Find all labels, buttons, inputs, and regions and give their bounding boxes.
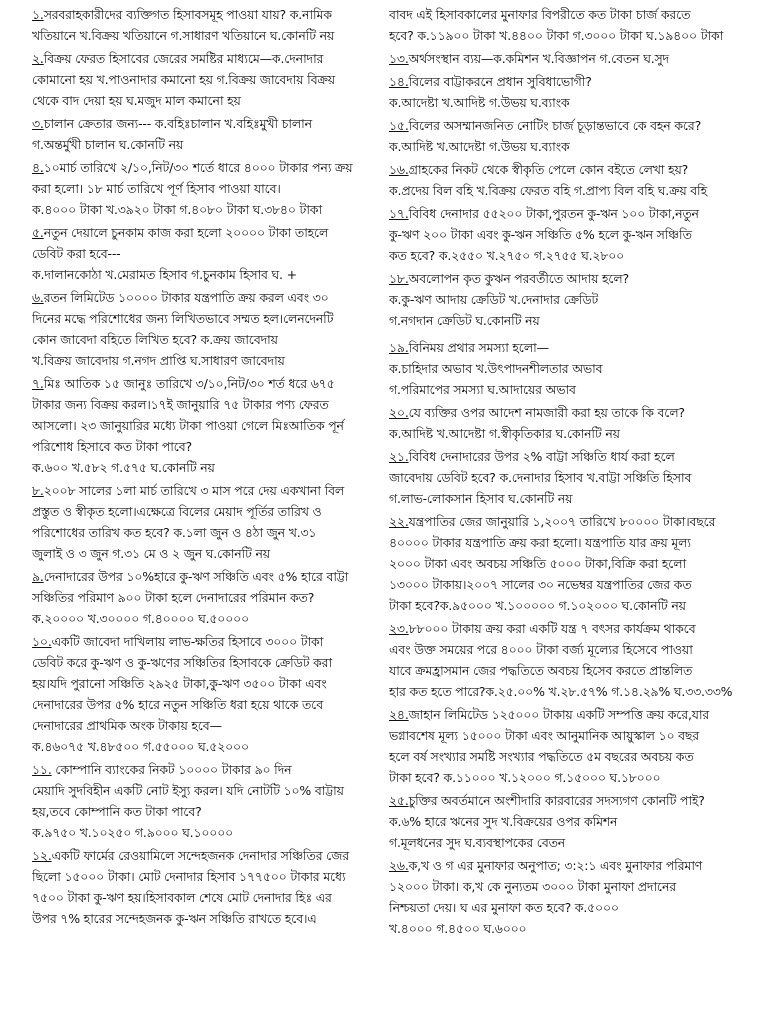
question-line (32, 908, 384, 929)
question-text: আসলো। ২৩ জানুয়ারির মধ্যে টাকা পাওয়া গেলে মিঃআতিক পূর্ন (32, 418, 344, 433)
question-line (389, 876, 757, 897)
question-item (389, 704, 757, 788)
question-line (32, 134, 384, 155)
question-line (389, 423, 757, 444)
question-line (32, 780, 384, 801)
question-number: ১১. (32, 762, 52, 777)
question-line (389, 115, 757, 136)
question-text: বাবদ এই হিসাবকালের মুনাফার বিপরীতে কত টাকা চার্জ করতে (389, 7, 691, 22)
question-line (32, 157, 384, 178)
question-line (389, 790, 757, 811)
question-text: কত হবে? ক.২৫৫০ খ.২৭৫০ গ.২৭৫৫ ঘ.২৮০০ (389, 248, 625, 263)
question-line (389, 532, 757, 553)
question-line (32, 736, 384, 757)
question-text: উপর ৭% হারের সন্দেহজনক কু-ঋন সঞ্চিতি রাখতে হবে।এ (32, 911, 317, 926)
question-text: চুক্তির অবর্তমানে অংশীদারি কারবারের সদস্যগণ কোনটি পাই? (408, 793, 705, 808)
question-number: ১৭. (389, 206, 409, 221)
question-text: গ্রাহকের নিকট থেকে স্বীকৃতি পেলে কোন বইতে লেখা হয়? (408, 162, 689, 177)
question-text: জুলাই ও ৩ জুন গ.৩১ মে ও ২ জুন ঘ.কোনটি নয় (32, 546, 270, 561)
question-item (389, 618, 757, 702)
question-line (389, 402, 757, 423)
question-line (32, 694, 384, 715)
question-item (32, 759, 384, 843)
question-line (389, 379, 757, 400)
question-text: সরবরাহকারীদের ব্যক্তিগত হিসাবসমূহ পাওয়া যায়? ক.নামিক (43, 7, 332, 22)
question-line (389, 136, 757, 157)
question-number: ২. (32, 51, 44, 66)
question-number: ৬. (32, 290, 44, 305)
question-text: ক.চাহিদার অভাব খ.উৎপাদনশীলতার অভাব (389, 361, 603, 376)
question-text: দেনাদারের উপর ৫% হারে নতুন সঞ্চিতি ধরা হয়ে থাকে তবে (32, 697, 323, 712)
question-text: ক.আদিষ্ট খ.আদেষ্টা গ.স্বীকৃতিকার ঘ.কোনটি নয় (389, 426, 620, 441)
question-line (389, 245, 757, 266)
question-item (32, 480, 384, 564)
question-line (389, 855, 757, 876)
question-text: বিলের বাট্টাকরনে প্রধান সুবিধাভোগী? (408, 74, 592, 89)
question-line (389, 746, 757, 767)
question-line (389, 488, 757, 509)
question-text: গ.লাভ-লোকসান হিসাব ঘ.কোনটি নয় (389, 491, 573, 506)
question-number: ১২. (32, 848, 52, 863)
right-column (389, 4, 757, 941)
question-number: ২৬. (389, 858, 409, 873)
question-text: রতন লিমিটেড ১০০০০ টাকার যন্ত্রপাতি ক্রয় করল এবং ৩০ (43, 290, 329, 305)
question-text: হলে বর্ষ সংখ্যার সমষ্টি সংখ্যার পদ্ধতিতে ৫ম বছরের অবচয় কত (389, 749, 694, 764)
question-item (32, 4, 384, 46)
question-line (32, 587, 384, 608)
question-text: হয়,তবে কোম্পানি কত টাকা পাবে? (32, 804, 202, 819)
question-line (389, 681, 757, 702)
question-item (389, 511, 757, 616)
question-number: ২১. (389, 449, 409, 464)
question-text: টাকা হবে?ক.৯৫০০০ খ.১০০০০০ গ.১০২০০০ ঘ.কোনটি নয় (389, 598, 686, 613)
question-line (32, 608, 384, 629)
question-item (32, 631, 384, 757)
question-line (32, 373, 384, 394)
question-text: মিঃ আতিক ১৫ জানুঃ তারিখে ৩/১০,নিট/৩০ শর্ত ধরে ৬৭৫ (43, 376, 335, 391)
question-text: ৭৫০০ টাকা কু-ঋণ হয়।হিসাবকাল শেষে মোট দেনাদার হিঃ এর (32, 890, 332, 905)
question-text: যন্ত্রপাতির জের জানুয়ারি ১,২০০৭ তারিখে ৮০০০০ টাকা।বছরে (408, 514, 716, 529)
question-text: নিশ্চয়তা দেয়। ঘ এর মুনাফা কত হবে? ক.৫০০০ (389, 900, 619, 915)
question-line (32, 287, 384, 308)
question-item (389, 48, 757, 69)
question-text: ক.আদিষ্ট খ.আদেষ্টা গ.উভয় ঘ.ব্যাংক (389, 139, 570, 154)
question-text: বিনিময় প্রথার সমস্যা হলো— (408, 340, 549, 355)
question-text: ক.৪৬০৭৫ খ.৪৮৫০০ গ.৫৫০০০ ঘ.৫২০০০ (32, 739, 249, 754)
question-text: হবে? ক.১১৯০০ টাকা খ.৪৪০০ টাকা গ.৩০০০ টাকা ঘ.১৯৪০০ টাকা (389, 28, 724, 43)
question-text: খ.বিক্রয় জাবেদায় গ.নগদ প্রাপ্তি ঘ.সাধারণ জাবেদায় (32, 353, 285, 368)
question-text: ৮৮০০০ টাকায় ক্রয় করা একটি যন্ত্র ৭ বৎসর কার্যক্রম থাকবে (408, 621, 696, 636)
question-text: ক,খ ও গ এর মুনাফার অনুপাত; ৩:২:১ এবং মুনাফার পরিমাণ (408, 858, 703, 873)
question-text: গ.অন্তর্মুখী চালান ঘ.কোনটি নয় (32, 137, 184, 152)
question-line (389, 358, 757, 379)
question-line (389, 811, 757, 832)
question-line (389, 268, 757, 289)
question-line (389, 180, 757, 201)
question-number: ২০. (389, 405, 409, 420)
question-number: ৮. (32, 483, 44, 498)
question-item (389, 268, 757, 331)
question-text: ভগ্নাবশেষ মূল্য ১৫০০০ টাকা এবং আনুমানিক আয়ুস্কাল ১০ বছর (389, 728, 699, 743)
question-line (32, 673, 384, 694)
question-text: ক.৯৭৫০ খ.১০২৫০ গ.৯০০০ ঘ.১০০০০ (32, 825, 234, 840)
question-text: পরিশোধের তারিখ কত হবে? ক.১লা জুন ও ৪ঠা জুন খ.৩১ (32, 525, 317, 540)
question-text: থেকে বাদ দেয়া হয় ঘ.মজুদ মাল কমানো হয় (32, 93, 241, 108)
question-text: ডেবিট করা হবে--- (32, 246, 121, 261)
left-column (32, 4, 384, 931)
question-text: ছিলো ১৫০০০ টাকা। মোট দেনাদার হিসাব ১৭৭৫০০ টাকার মধ্যে (32, 869, 346, 884)
question-line (32, 887, 384, 908)
question-line (32, 845, 384, 866)
question-text: বিবিধ দেনাদার ৫৫২০০ টাকা,পুরতন কু-ঋন ১০০ টাকা,নতুন (408, 206, 699, 221)
question-line (389, 310, 757, 331)
question-line (389, 918, 757, 939)
question-line (32, 48, 384, 69)
question-item (32, 566, 384, 629)
question-text: দেনাদারের প্রাথমিক অংক টাকায় হবে— (32, 718, 222, 733)
question-text: টাকা হবে? ক.১১০০০ খ.১২০০০ গ.১৫০০০ ঘ.১৮০০০ (389, 770, 661, 785)
question-text: গ.পরিমাপের সমস্যা ঘ.আদায়ের অভাব (389, 382, 576, 397)
question-text: নতুন দেয়ালে চুনকাম কাজ করা হলো ২০০০০ টাকা তাহলে (43, 225, 329, 240)
question-line (32, 69, 384, 90)
question-text: হার কত হতে পারে?ক.২৫.০০% খ.২৮.৫৭% গ.১৪.২৯% ঘ.৩৩.৩৩% (389, 684, 733, 699)
question-line (32, 652, 384, 673)
question-text: টাকার জন্য বিক্রয় করল।১৭ই জানুয়ারি ৭৫ টাকার পণ্য ফেরত (32, 397, 329, 412)
question-text: ১৩০০০ টাকায়।২০০৭ সালের ৩০ নভেম্বর যন্ত্রপাতির জের কত (389, 577, 692, 592)
question-text: ক.৪০০০ টাকা খ.৩৯২০ টাকা গ.৪০৮০ টাকা ঘ.৩৮৪০ টাকা (32, 202, 322, 217)
question-number: ১. (32, 7, 44, 22)
question-number: ২৫. (389, 793, 409, 808)
question-text: কোমানো হয় খ.পাওনাদার কমানো হয় গ.বিক্রয় জাবেদায় বিক্রয় (32, 72, 335, 87)
question-line (32, 480, 384, 501)
question-text: সঞ্চিতির পরিমাণ ৯০০ টাকা হলে দেনাদারের পরিমান কত? (32, 590, 315, 605)
question-line (389, 159, 757, 180)
question-text: ডেবিট করে কু-ঋণ ও কু-ঋণের সঞ্চিতির হিসাবকে ক্রেডিট করা (32, 655, 332, 670)
question-line (32, 715, 384, 736)
question-line (32, 4, 384, 25)
question-line (389, 25, 757, 46)
question-text: পরিশোধ হিসাবে কত টাকা পাবে? (32, 439, 192, 454)
question-line (389, 595, 757, 616)
question-number: ৭. (32, 376, 44, 391)
question-text: যে ব্যক্তির ওপর আদেশ নামজারী করা হয় তাকে কি বলে? (408, 405, 685, 420)
question-line (389, 511, 757, 532)
question-line (389, 553, 757, 574)
question-line (32, 25, 384, 46)
question-text: করা হলো। ১৮ মার্চ তারিখে পূর্ণ হিসাব পাওয়া যাবে। (32, 181, 281, 196)
question-line (32, 222, 384, 243)
question-line (32, 178, 384, 199)
question-line (32, 759, 384, 780)
question-item (389, 203, 757, 266)
question-text: ২০০০ টাকা এবং অবচয় সঞ্চিতি ৫০০০ টাকা,বিক্রি করা হলো (389, 556, 686, 571)
question-text: এবং উক্ত সময়ের পরে ৪০০০ টাকা বর্জ্য মূল্যের হিসেবে পাওয়া (389, 642, 693, 657)
question-number: ১৯. (389, 340, 409, 355)
question-text: বিবিধ দেনাদারের উপর ২% বাট্টা সঞ্চিতি ধার্য করা হলে (408, 449, 675, 464)
question-text: প্রস্তুত ও স্বীকৃত হলো।এক্ষেত্রে বিলের মেয়াদ পূর্তির তারিখ ও (32, 504, 322, 519)
question-number: ৯. (32, 569, 44, 584)
question-text: ক.প্রদেয় বিল বহি খ.বিক্রয় ফেরত বহি গ.প্রাপ্য বিল বহি ঘ.ক্রয় বহি (389, 183, 707, 198)
question-text: হয়।যদি পুরানো সঞ্চিতি ২৯২৫ টাকা,কু-ঋণ ৩৫০০ টাকা এবং (32, 676, 327, 691)
question-line (32, 113, 384, 134)
question-number: ২৩. (389, 621, 409, 636)
question-text: গ.নগদান ক্রেডিট ঘ.কোনটি নয় (389, 313, 540, 328)
question-text: ক.আদেষ্টা খ.আদিষ্ট গ.উভয় ঘ.ব্যাংক (389, 95, 570, 110)
question-line (32, 801, 384, 822)
question-item (32, 222, 384, 285)
question-item (389, 446, 757, 509)
question-text: জাহান লিমিটেড ১২৫০০০ টাকায় একটি সম্পত্তি ক্রয় করে,যার (408, 707, 710, 722)
question-text: মেয়াদি সুদবিহীন একটি নোট ইস্যু করল। যদি নোটটি ১০% বাট্টায় (32, 783, 344, 798)
question-text: ক.দালানকোঠা খ.মেরামত হিসাব গ.চুনকাম হিসাব ঘ. + (32, 267, 297, 282)
question-text: অর্থসংস্থান ব্যয়—ক.কমিশন খ.বিজ্ঞাপন গ.বেতন ঘ.সুদ (408, 51, 669, 66)
question-text: ১০মার্চ তারিখে ২/১০,নিট/৩০ শর্তে ধারে ৪০০০ টাকার পন্য ক্রয় (43, 160, 353, 175)
question-line (32, 308, 384, 329)
question-line (389, 618, 757, 639)
question-line (32, 631, 384, 652)
question-number: ১০. (32, 634, 52, 649)
question-text: ক.কু-ঋণ আদায় ক্রেডিট খ.দেনাদার ক্রেডিট (389, 292, 599, 307)
question-item (32, 157, 384, 220)
question-line (389, 897, 757, 918)
question-item (32, 845, 384, 929)
question-line (32, 243, 384, 264)
question-line (389, 92, 757, 113)
question-line (389, 725, 757, 746)
question-item (389, 855, 757, 939)
question-line (32, 394, 384, 415)
question-number: ১৮. (389, 271, 409, 286)
question-line (389, 832, 757, 853)
question-line (389, 467, 757, 488)
question-text: দেনাদারের উপর ১০%হারে কু-ঋণ সঞ্চিতি এবং ৫% হারে বাট্টা (43, 569, 349, 584)
question-line (389, 337, 757, 358)
question-text: ক.৬০০ খ.৫৮২ গ.৫৭৫ ঘ.কোনটি নয় (32, 460, 215, 475)
question-line (32, 866, 384, 887)
question-line (32, 822, 384, 843)
question-text: একটি ফার্মের রেওয়ামিলে সন্দেহজনক দেনাদার সঞ্চিতির জের (51, 848, 349, 863)
question-line (389, 203, 757, 224)
question-item (389, 402, 757, 444)
question-text: ৪০০০০ টাকার যন্ত্রপাতি ক্রয় করা হলো। যন্ত্রপাতি যার ক্রয় মূল্য (389, 535, 691, 550)
question-item (389, 337, 757, 400)
question-item (389, 159, 757, 201)
question-line (389, 224, 757, 245)
question-item (389, 115, 757, 157)
question-line (32, 350, 384, 371)
question-text: বিক্রয় ফেরত হিসাবের জেরের সমষ্টির মাধ্যমে—ক.দেনাদার (43, 51, 324, 66)
question-text: জাবেদায় ডেবিট হবে? ক.দেনাদার হিসাব খ.বাট্টা সঞ্চিতি হিসাব (389, 470, 692, 485)
question-line (32, 522, 384, 543)
question-text: গ.মূলধনের সুদ ঘ.ব্যবস্থাপকের বেতন (389, 835, 566, 850)
question-item (389, 71, 757, 113)
question-item (32, 373, 384, 478)
question-text: কোন জাবেদা বহিতে লিখিত হবে? ক.ক্রয় জাবেদায় (32, 332, 278, 347)
question-line (32, 329, 384, 350)
question-text: খ.৪০০০ গ.৪৫০০ ঘ.৬০০০ (389, 921, 527, 936)
question-line (389, 767, 757, 788)
question-text: চালান ক্রেতার জন্য--- ক.বহিঃচালান খ.বহিঃমুখী চালান (43, 116, 312, 131)
question-number: ১৪. (389, 74, 409, 89)
question-text: খতিয়ানে খ.বিক্রয় খতিয়ানে গ.সাধারণ খতিয়ানে ঘ.কোনটি নয় (32, 28, 335, 43)
question-line (389, 48, 757, 69)
question-number: ২২. (389, 514, 409, 529)
question-line (32, 264, 384, 285)
question-text: দিনের মদ্ধে পরিশোধের জন্য লিখিতভাবে সম্মত হল।লেনদেনটি (32, 311, 334, 326)
question-line (389, 71, 757, 92)
question-text: ১২০০০ টাকা। ক,খ কে নুন্যতম ৩০০০ টাকা মুনাফা প্রদানের (389, 879, 676, 894)
question-line (32, 90, 384, 111)
question-line (32, 436, 384, 457)
question-text: ২০০৮ সালের ১লা মার্চ তারিখে ৩ মাস পরে দেয় একখানা বিল (43, 483, 345, 498)
question-line (389, 446, 757, 467)
question-text: বিলের অসম্মানজনিত নোটিং চার্জ চূড়ান্তভাবে কে বহন করে? (408, 118, 702, 133)
question-line (389, 289, 757, 310)
question-text: কু-ঋণ ২০০ টাকা এবং কু-ঋন সঞ্চিতি ৫% হলে কু-ঋন সঞ্চিতি (389, 227, 692, 242)
question-line (32, 566, 384, 587)
question-item (32, 287, 384, 371)
question-number: ৩. (32, 116, 44, 131)
question-item (389, 790, 757, 853)
question-line (389, 704, 757, 725)
question-item (32, 48, 384, 111)
question-number: ১৫. (389, 118, 409, 133)
question-line (32, 543, 384, 564)
question-text: একটি জাবেদা দাখিলায় লাভ-ক্ষতির হিসাবে ৩০০০ টাকা (51, 634, 324, 649)
question-text: ক.৬% হারে ঋনের সুদ খ.বিক্রয়ের ওপর কমিশন (389, 814, 618, 829)
question-line (32, 199, 384, 220)
question-text: যাবে ক্রমহ্রাসমান জের পদ্ধতিতে অবচয় হিসেব করতে প্রান্তলিত (389, 663, 693, 678)
question-number: ২৪. (389, 707, 409, 722)
question-number: ৫. (32, 225, 44, 240)
question-line (389, 4, 757, 25)
question-item (389, 4, 757, 46)
question-line (32, 415, 384, 436)
question-number: ৪. (32, 160, 44, 175)
question-text: ক.২০০০০ খ.৩০০০০ গ.৪০০০০ ঘ.৫০০০০ (32, 611, 249, 626)
question-text: অবলোপন কৃত কুঋন পরবর্তীতে আদায় হলে? (408, 271, 629, 286)
question-line (389, 660, 757, 681)
question-text: কোম্পানি ব্যাংকের নিকট ১০০০০ টাকার ৯০ দিন (51, 762, 292, 777)
question-line (389, 639, 757, 660)
question-line (389, 574, 757, 595)
question-line (32, 501, 384, 522)
question-line (32, 457, 384, 478)
question-number: ১৩. (389, 51, 409, 66)
question-item (32, 113, 384, 155)
question-number: ১৬. (389, 162, 409, 177)
